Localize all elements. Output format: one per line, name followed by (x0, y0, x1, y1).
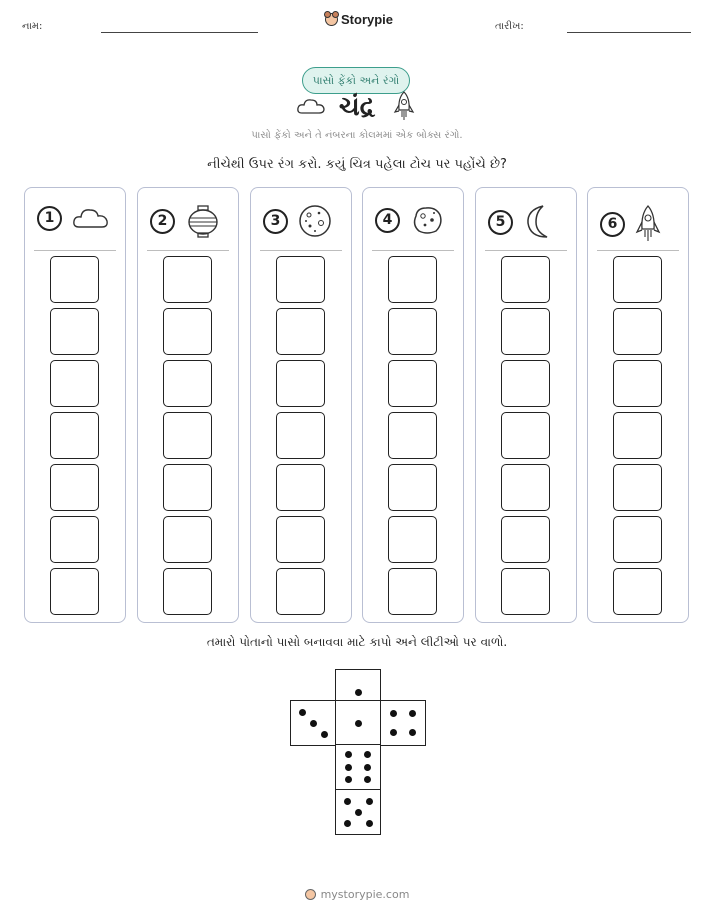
color-box[interactable] (50, 308, 99, 355)
column-2 (137, 187, 239, 623)
rocket-icon (635, 204, 661, 244)
dice-pip (390, 710, 397, 717)
color-box[interactable] (163, 516, 212, 563)
color-box[interactable] (613, 412, 662, 459)
color-box[interactable] (613, 516, 662, 563)
dice-pip (310, 720, 317, 727)
column-6 (587, 187, 689, 623)
color-box[interactable] (276, 516, 325, 563)
dice-pip (355, 720, 362, 727)
question-text: નીચેથી ઉપર રંગ કરો. કયું ચિત્ર પહેલા ટોચ પર પહોંચે છે? (207, 157, 507, 172)
column-number: 5 (488, 210, 513, 235)
color-box[interactable] (613, 360, 662, 407)
column-number: 4 (375, 208, 400, 233)
color-box[interactable] (163, 412, 212, 459)
bear-logo-icon (305, 889, 316, 900)
storypie-logo (325, 12, 393, 27)
dice-face[interactable] (335, 700, 381, 746)
column-number: 2 (150, 209, 175, 234)
dice-pip (364, 751, 371, 758)
date-label: તારીખ: (495, 21, 524, 32)
color-box[interactable] (50, 256, 99, 303)
dice-pip (345, 776, 352, 783)
lantern-icon (185, 204, 221, 238)
color-box[interactable] (613, 256, 662, 303)
color-box[interactable] (613, 308, 662, 355)
color-box[interactable] (276, 464, 325, 511)
footer (0, 888, 714, 901)
color-box[interactable] (50, 412, 99, 459)
color-box[interactable] (50, 516, 99, 563)
dice-face[interactable] (380, 700, 426, 746)
color-box[interactable] (388, 256, 437, 303)
color-box[interactable] (613, 568, 662, 615)
color-box[interactable] (388, 568, 437, 615)
color-box[interactable] (50, 464, 99, 511)
cloud-icon (72, 204, 110, 232)
column-3 (250, 187, 352, 623)
color-box[interactable] (388, 412, 437, 459)
dice-pip (364, 776, 371, 783)
color-box[interactable] (276, 568, 325, 615)
moon-crater-icon (298, 204, 332, 238)
dice-pip (344, 820, 351, 827)
color-box[interactable] (163, 568, 212, 615)
dice-face[interactable] (335, 789, 381, 835)
column-1 (24, 187, 126, 623)
column-divider (372, 250, 454, 251)
color-box[interactable] (388, 464, 437, 511)
dice-pip (366, 798, 373, 805)
dice-pip (366, 820, 373, 827)
name-label: નામ: (22, 21, 43, 32)
color-box[interactable] (388, 308, 437, 355)
crescent-moon-icon (523, 204, 555, 240)
page-title: ચંદ્ર (338, 92, 376, 122)
color-box[interactable] (388, 360, 437, 407)
dice-pip (390, 729, 397, 736)
color-box[interactable] (501, 360, 550, 407)
column-number: 3 (263, 209, 288, 234)
dice-pip (355, 809, 362, 816)
column-divider (485, 250, 567, 251)
column-divider (597, 250, 679, 251)
rocket-icon (393, 90, 415, 122)
dice-pip (321, 731, 328, 738)
column-number: 1 (37, 206, 62, 231)
column-divider (147, 250, 229, 251)
color-box[interactable] (388, 516, 437, 563)
color-box[interactable] (276, 360, 325, 407)
color-box[interactable] (50, 568, 99, 615)
dice-pip (345, 764, 352, 771)
column-5 (475, 187, 577, 623)
color-box[interactable] (163, 360, 212, 407)
logo-text: Storypie (341, 12, 394, 27)
name-line[interactable] (101, 32, 258, 33)
dice-face[interactable] (290, 700, 336, 746)
color-box[interactable] (501, 516, 550, 563)
asteroid-icon (410, 204, 444, 236)
cut-instruction: તમારો પોતાનો પાસો બનાવવા માટે કાપો અને લીટીઓ પર વાળો. (206, 635, 508, 649)
color-box[interactable] (501, 464, 550, 511)
column-divider (34, 250, 116, 251)
color-box[interactable] (163, 308, 212, 355)
instructions-subtitle: પાસો ફેંકો અને તે નંબરના કોલમમાં એક બોક્સ રંગો. (251, 130, 463, 141)
dice-pip (409, 729, 416, 736)
bear-logo-icon (325, 13, 338, 26)
column-number: 6 (600, 212, 625, 237)
dice-pip (355, 689, 362, 696)
color-box[interactable] (50, 360, 99, 407)
color-box[interactable] (276, 256, 325, 303)
color-box[interactable] (276, 308, 325, 355)
dice-pip (345, 751, 352, 758)
activity-pill: પાસો ફેંકો અને રંગો (302, 67, 410, 94)
date-line[interactable] (567, 32, 691, 33)
dice-pip (364, 764, 371, 771)
footer-url[interactable]: mystorypie.com (320, 888, 410, 901)
color-box[interactable] (163, 464, 212, 511)
color-box[interactable] (501, 308, 550, 355)
dice-pip (409, 710, 416, 717)
dice-face[interactable] (335, 744, 381, 790)
column-divider (260, 250, 342, 251)
dice-pip (299, 709, 306, 716)
color-box[interactable] (501, 568, 550, 615)
color-box[interactable] (276, 412, 325, 459)
dice-pip (344, 798, 351, 805)
column-4 (362, 187, 464, 623)
color-box[interactable] (501, 256, 550, 303)
color-box[interactable] (163, 256, 212, 303)
color-box[interactable] (501, 412, 550, 459)
color-box[interactable] (613, 464, 662, 511)
